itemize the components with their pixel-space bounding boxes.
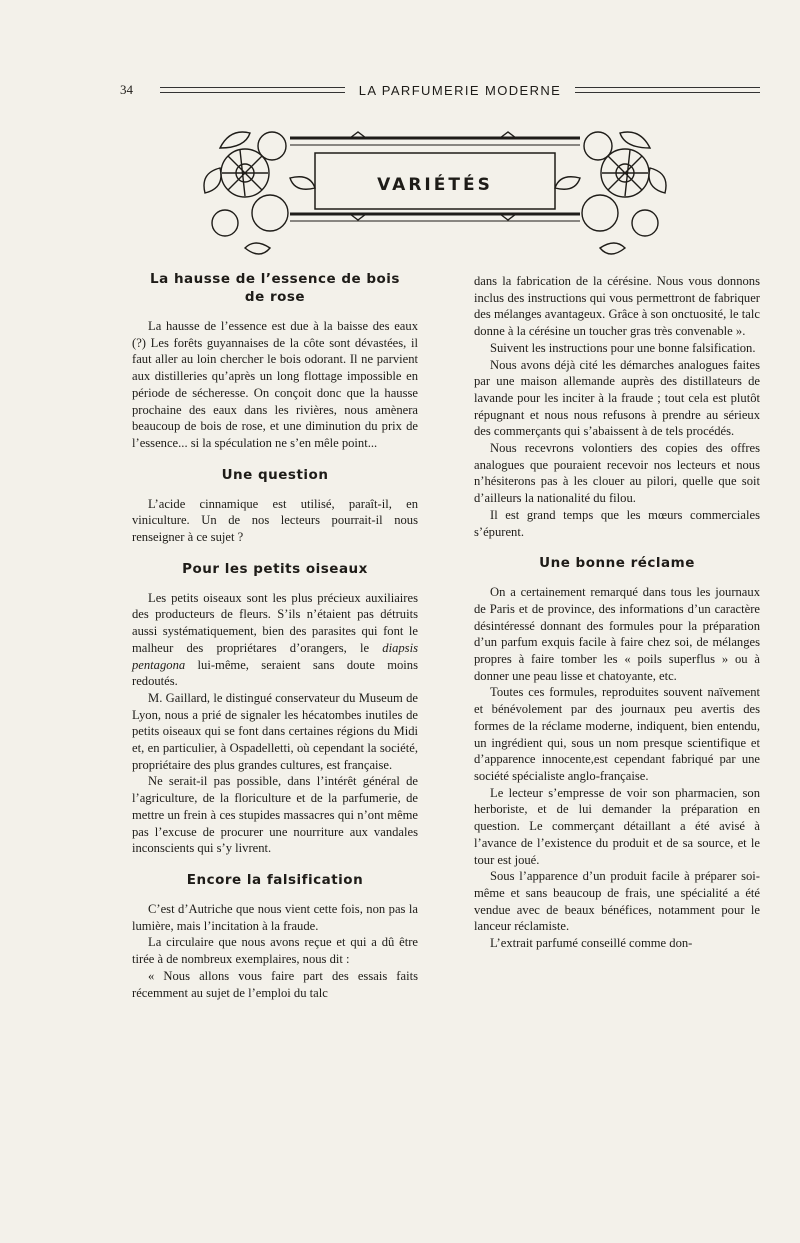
paragraph: L’acide cinnamique est utilisé, paraît-il, en viniculture. Un de nos lecteurs pourrait-il nous renseigner à ce sujet ? [132, 496, 418, 545]
left-column [132, 270, 418, 1001]
paragraph: Suivent les instructions pour une bonne falsification. [490, 340, 756, 355]
paragraph: La hausse de l’essence est due à la baisse des eaux (?) Les forêts guyannaises de la côte sont dévastées, il faut aller au loin chercher le bois odorant. Il ne parvient aux distilleries qu’après un long flottage impossible en période de sécheresse. On conçoit donc que la hausse prochaine des eaux dans les rivières, nous amènera beaucoup de bois de rose, et une diminution du prix de l’essence... si la spéculation ne s’en mêle point... [132, 319, 418, 450]
paragraph: C’est d’Autriche que nous vient cette fois, non pas la lumière, mais l’incitation à la fraude. [132, 901, 418, 933]
page-number: 34 [120, 82, 133, 97]
paragraph: Sous l’apparence d’un produit facile à préparer soi-même et sans beaucoup de frais, une spécialité a été vendue avec de beaux bénéfices, notamment pour le lanceur réclamiste. [474, 869, 760, 934]
paragraph: Toutes ces formules, reproduites souvent naïvement et bénévolement par des journaux peu avertis des formes de la réclame moderne, indiquent, bien entendu, un ingrédient qui, sous un nom presque scientifique et d’apparence innocente,est cependant fabriqué par une société spécialiste anglo-française. [474, 685, 760, 783]
right-column [474, 273, 760, 952]
paragraph: La circulaire que nous avons reçue et qui a dû être tirée à de nombreux exemplaires, nous dit : [132, 935, 418, 967]
paragraph: Il est grand temps que les mœurs commerciales s’épurent. [474, 507, 760, 539]
floral-ornament-icon [200, 118, 670, 263]
paragraph: dans la fabrication de la cérésine. Nous vous donnons inclus des instructions qui vous permettront de fabriquer des mélanges avantageux. Grâce à son onctuosité, le talc donne à la cérésine un toucher gras très convenable ». [474, 274, 760, 339]
section-title-falsification: Encore la falsification [186, 871, 364, 888]
paragraph: On a certainement remarqué dans tous les journaux de Paris et de province, des informations d’un caractère désintéressé donnant des formules pour la préparation d’un parfum exquis facile à faire chez soi, de mélanges propres à faire tomber les « poils superflus » ou à donner une peau lisse et chatoyante, etc. [474, 585, 760, 683]
section-title-question: Une question [221, 466, 329, 483]
header-rule-right [575, 87, 760, 93]
paragraph: Nous recevrons volontiers des copies des offres analogues que pouraient recevoir nos lecteurs et nous n’hésiterons pas à les clouer au pilori, quelle que soit d’ailleurs la nationalité du filou. [474, 441, 760, 506]
header-rule-left [160, 87, 345, 93]
floral-banner [200, 118, 670, 263]
section-title-bois-de-rose: La hausse de l’essence de bois de rose [150, 271, 400, 305]
paragraph: Les petits oiseaux sont les plus précieux auxiliaires des producteurs de fleurs. S’ils n’étaient pas détruits aussi systématiquement, bien des parasites qui font le malheur des propriétares d’orangers, le diapsis pentagona lui-même, seraient sans doute moins redoutés. [132, 590, 418, 689]
paragraph: « Nous allons vous faire part des essais faits récemment au sujet de l’emploi du talc [132, 968, 418, 1000]
paragraph: L’extrait parfumé conseillé comme don- [490, 936, 693, 951]
section-title-reclame: Une bonne réclame [539, 555, 695, 572]
paragraph: Ne serait-il pas possible, dans l’intérêt général de l’agriculture, de la floriculture et de la parfumerie, de mettre un frein à ces stupides massacres qui n’ont même pas l’excuse de procurer une nourriture aux vandales inconscients qui s’y livrent. [132, 774, 418, 856]
running-header [120, 80, 760, 100]
paragraph: M. Gaillard, le distingué conservateur du Museum de Lyon, nous a prié de signaler les hécatombes inutiles de petits oiseaux qui se font dans certaines régions du Midi et, en particulier, à Ospadelletti, où cependant la société, propriétaire des plus grandes cultures, est française. [132, 690, 418, 772]
journal-title: LA PARFUMERIE MODERNE [358, 82, 562, 98]
paragraph: Le lecteur s’empresse de voir son pharmacien, son herboriste, et de lui demander la préparation en question. Le commerçant détaillant a été avisé à l’avance de l’existence du produit et de sa source, et le tour est joué. [474, 785, 760, 867]
banner-title: VARIÉTÉS [377, 175, 493, 195]
paragraph: Nous avons déjà cité les démarches analogues faites par une maison allemande auprès des distillateurs de lavande pour les inciter à la fraude ; tout cela est plutôt répugnant et nous nous refusons à prendre au sérieux des commerçants qui s’abaissent à de tels procédés. [474, 357, 760, 439]
section-title-oiseaux: Pour les petits oiseaux [182, 560, 368, 577]
